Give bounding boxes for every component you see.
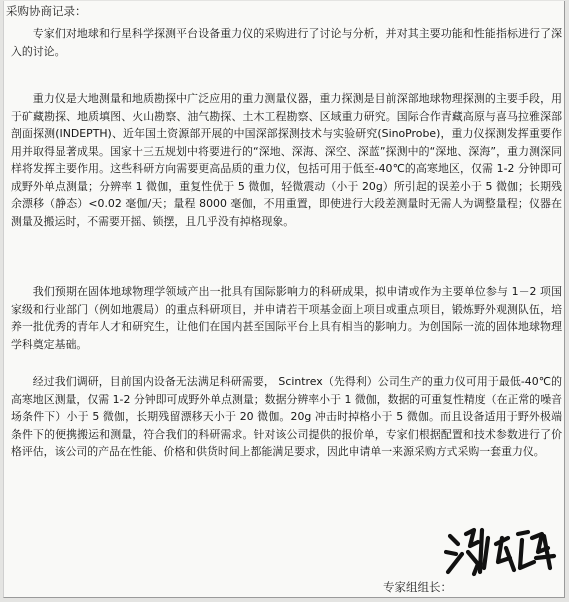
signer-label: 专家组组长： <box>383 580 452 594</box>
handwritten-signature <box>444 524 560 578</box>
paragraph-gravimeter-background: 重力仪是大地测量和地质勘探中广泛应用的重力测量仪器，重力探测是目前深部地球物理探测的主要手段，用于矿藏勘探、地质填图、火山勘察、油气勘探、土木工程勘察、区域重力研究。国际合作青藏高原与喜马拉雅深部剖面探测(INDEPTH)、近年国土资源部开展的中国深部探测技术与实验研究(SinoProbe)，重力仪探测发挥重要作用并取得显著成果。国家十三五规划中将要进行的“深地、深海、深空、深蓝”探测中的“深地、深海”，重力测深同样将发挥主要作用。这些科研方向需要更高品质的重力仪，包括可用于低至-40℃的高寒地区，仅需 1-2 分钟即可成野外单点测量；分辨率 1 微伽，重复性优于 5 微伽，轻微震动（小于 20g）所引起的误差小于 5 微伽；长期残余漂移（静态）<0.02 毫伽/天；量程 8000 毫伽，不用重置，即使进行大段差测量时无需人为调整量程；仪器在测量及搬运时，不需要开摇、锁摆，且几乎没有掉格现象。 <box>11 92 562 228</box>
document-header: 采购协商记录： <box>6 4 87 18</box>
paragraph-expected-outcomes: 我们预期在固体地球物理学领域产出一批具有国际影响力的科研成果，拟申请或作为主要单位参与 1－2 项国家级和行业部门（例如地震局）的重点科研项目，并申请若干项基金面上项目或重点项目，锻炼野外观测队伍，培养一批优秀的青年人才和研究生，让他们在国内甚至国际平台上具有相当的影响力。为创国际一流的固体地球物理学科奠定基础。 <box>11 285 562 351</box>
document-page <box>3 1 565 598</box>
paragraph-procurement-justification: 经过我们调研，目前国内设备无法满足科研需要， Scintrex（先得利）公司生产的重力仪可用于最低-40℃的高寒地区测量，仅需 1-2 分钟即可成野外单点测量；数据分辨率小于 1 微伽，数据的可重复性精度（在正常的噪音场条件下）小于 5 微伽，长期残留漂移天小于 20 微伽。20g 冲击时掉格小于 5 微伽。而且设备适用于野外极端条件下的便携搬运和测量，符合我们的科研需求。针对该公司提供的报价单，专家们根据配置和技术参数进行了价格评估，该公司的产品在性能、价格和供货时间上都能满足要求，因此申请单一来源采购方式采购一套重力仪。 <box>11 375 562 458</box>
paragraph-discussion-summary: 专家们对地球和行星科学探测平台设备重力仪的采购进行了讨论与分析，并对其主要功能和性能指标进行了深入的讨论。 <box>11 27 562 58</box>
